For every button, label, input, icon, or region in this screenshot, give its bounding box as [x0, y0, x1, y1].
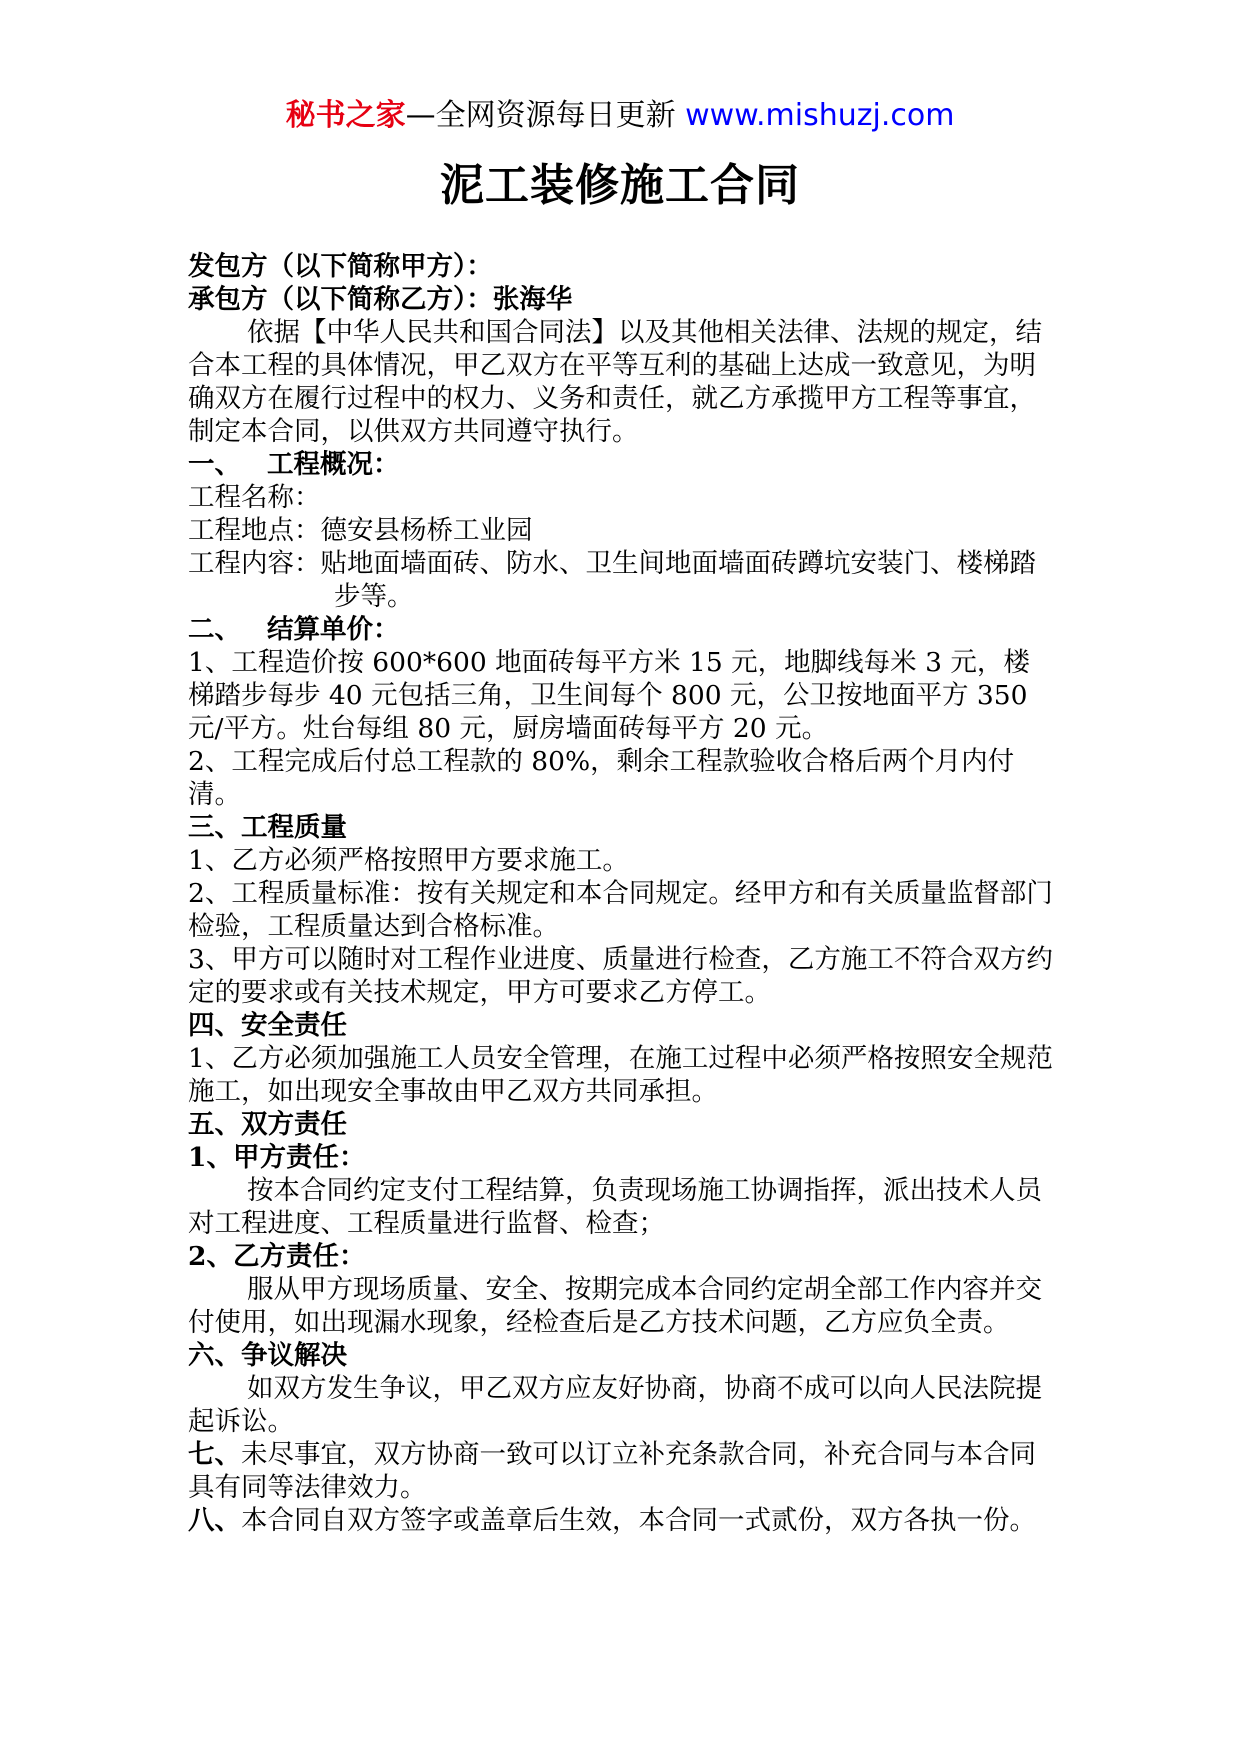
section-1-title: 工程概况：: [267, 449, 400, 480]
party-b-duty-heading: 2、乙方责任：: [188, 1241, 366, 1272]
site-url-link[interactable]: www.mishuzj.com: [685, 98, 955, 133]
quality-item-2: 2、工程质量标准：按有关规定和本合同规定。经甲方和有关质量监督部门检验，工程质量达到合格标准。: [188, 878, 1053, 942]
section-1-number: 一、: [188, 449, 241, 480]
safety-item-1: 1、乙方必须加强施工人员安全管理，在施工过程中必须严格按照安全规范施工，如出现安全事故由甲乙双方共同承担。: [188, 1043, 1053, 1107]
intro-paragraph: 依据【中华人民共和国合同法】以及其他相关法律、法规的规定，结合本工程的具体情况，甲乙双方在平等互利的基础上达成一致意见，为明确双方在履行过程中的权力、义务和责任，就乙方承揽甲方工程等事宜，制定本合同，以供双方共同遵守执行。: [188, 317, 1042, 447]
quality-item-3: 3、甲方可以随时对工程作业进度、质量进行检查，乙方施工不符合双方约定的要求或有关技术规定，甲方可要求乙方停工。: [188, 944, 1053, 1008]
section-8-number: 八、: [188, 1505, 241, 1536]
site-brand: 秘书之家: [285, 98, 406, 133]
section-3-heading: 三、工程质量: [188, 812, 347, 843]
contract-body: [188, 250, 1054, 1537]
party-b-line: 承包方（以下简称乙方）：张海华: [188, 284, 573, 315]
party-b-duty-text: 服从甲方现场质量、安全、按期完成本合同约定胡全部工作内容并交付使用，如出现漏水现象，经检查后是乙方技术问题，乙方应负全责。: [188, 1274, 1042, 1338]
section-5-heading: 五、双方责任: [188, 1109, 347, 1140]
party-a-line: 发包方（以下简称甲方）：: [188, 251, 493, 282]
section-2-heading: [188, 613, 1054, 646]
section-8-paragraph: [188, 1504, 1054, 1537]
section-8-text: 本合同自双方签字或盖章后生效，本合同一式贰份，双方各执一份。: [241, 1505, 1036, 1536]
project-location-line: 工程地点：德安县杨桥工业园: [188, 515, 533, 546]
dispute-text: 如双方发生争议，甲乙双方应友好协商，协商不成可以向人民法院提起诉讼。: [188, 1373, 1042, 1437]
section-7-paragraph: [188, 1438, 1054, 1504]
section-7-number: 七、: [188, 1439, 241, 1470]
section-4-heading: 四、安全责任: [188, 1010, 347, 1041]
quality-item-1: 1、乙方必须严格按照甲方要求施工。: [188, 845, 629, 876]
section-2-number: 二、: [188, 614, 241, 645]
project-name-line: 工程名称：: [188, 482, 321, 513]
section-1-heading: [188, 448, 1054, 481]
party-a-duty-text: 按本合同约定支付工程结算，负责现场施工协调指挥，派出技术人员对工程进度、工程质量进行监督、检查；: [188, 1175, 1042, 1239]
document-title: 泥工装修施工合同: [440, 160, 800, 211]
project-content-line: 工程内容：贴地面墙面砖、防水、卫生间地面墙面砖蹲坑安装门、楼梯踏步等。: [188, 548, 1036, 612]
section-6-heading: 六、争议解决: [188, 1340, 347, 1371]
payment-paragraph: 2、工程完成后付总工程款的 80%，剩余工程款验收合格后两个月内付清。: [188, 746, 1015, 810]
party-a-duty-heading: 1、甲方责任：: [188, 1142, 366, 1173]
site-tagline: —全网资源每日更新: [405, 98, 676, 133]
section-7-text: 未尽事宜，双方协商一致可以订立补充条款合同，补充合同与本合同具有同等法律效力。: [188, 1439, 1036, 1503]
pricing-paragraph: 1、工程造价按 600*600 地面砖每平方米 15 元，地脚线每米 3 元，楼梯踏步每步 40 元包括三角，卫生间每个 800 元，公卫按地面平方 350 元/平方。灶台每组 80 元，厨房墙面砖每平方 20 元。: [188, 647, 1030, 744]
site-header: [0, 98, 1240, 134]
section-2-title: 结算单价：: [267, 614, 400, 645]
